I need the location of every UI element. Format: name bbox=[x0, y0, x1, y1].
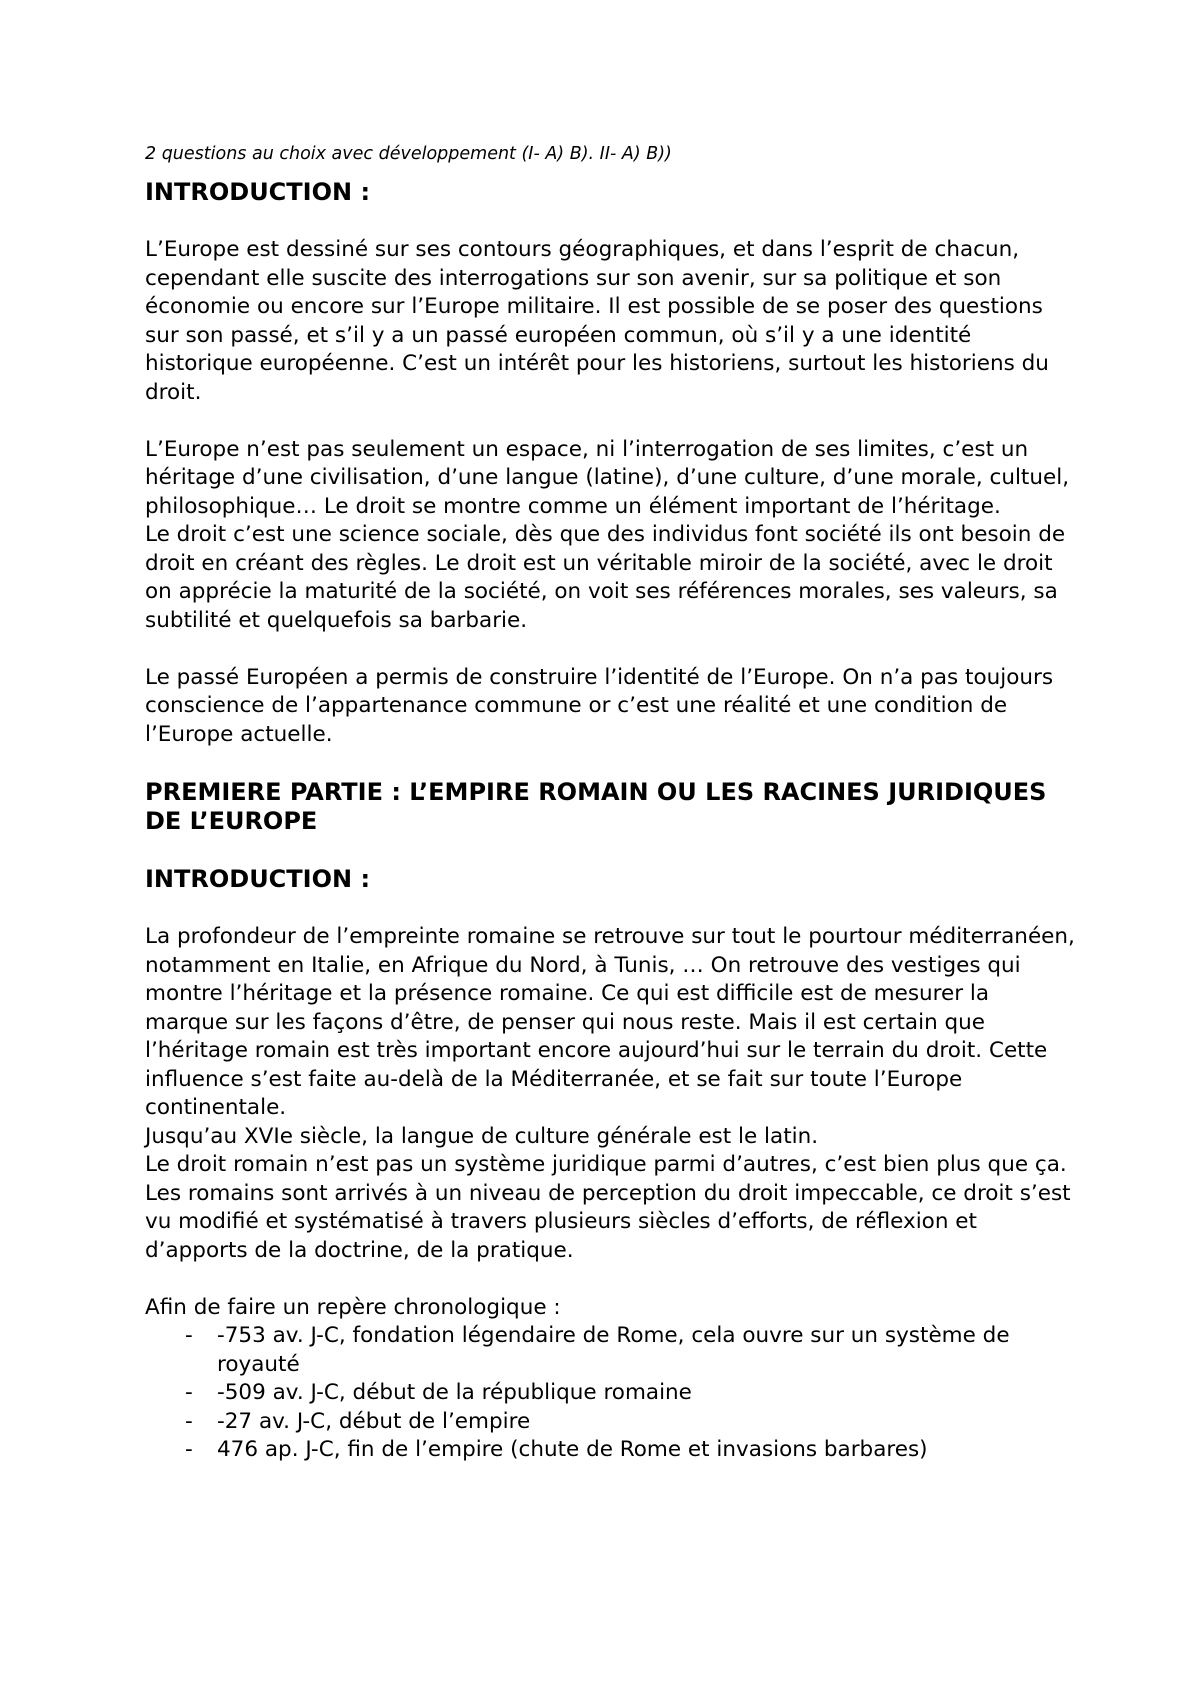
part-one-paragraph-3: Le droit romain n’est pas un système juridique parmi d’autres, c’est bien plus que ça. Les romains sont arrivés à un niveau de perception du droit impeccable, ce droit s’est vu modifié et systématisé à travers plusieurs siècles d’efforts, de réflexion et d’apports de la doctrine, de la pratique. bbox=[145, 1152, 1071, 1263]
part-one-paragraph-1: La profondeur de l’empreinte romaine se retrouve sur tout le pourtour méditerranéen, notamment en Italie, en Afrique du Nord, à Tunis, … On retrouve des vestiges qui montre l’héritage et la présence romaine. Ce qui est difficile est de mesurer la marque sur les façons d’être, de penser qui nous reste. Mais il est certain que l’héritage romain est très important encore aujourd’hui sur le terrain du droit. Cette influence s’est faite au-delà de la Méditerranée, et se fait sur toute l’Europe continentale. bbox=[145, 924, 1075, 1120]
list-item-text: -27 av. J-C, début de l’empire bbox=[217, 1408, 531, 1434]
list-item-text: -509 av. J-C, début de la république romaine bbox=[217, 1380, 692, 1405]
chrono-intro: Afin de faire un repère chronologique : bbox=[145, 1294, 561, 1320]
list-item bbox=[145, 1322, 1075, 1379]
paragraph-spacer bbox=[145, 635, 1075, 664]
list-item-text: -753 av. J-C, fondation légendaire de Rome, cela ouvre sur un système de royauté bbox=[217, 1323, 1010, 1377]
exam-note: 2 questions au choix avec développement (I- A) B). II- A) B)) bbox=[145, 144, 672, 164]
intro-paragraph-1: L’Europe est dessiné sur ses contours géographiques, et dans l’esprit de chacun, cependant elle suscite des interrogations sur son avenir, sur sa politique et son économie ou encore sur l’Europe militaire. Il est possible de se poser des questions sur son passé, et s’il y a un passé européen commun, où s’il y a une identité historique européenne. C’est un intérêt pour les historiens, surtout les historiens du droit. bbox=[145, 237, 1049, 405]
intro-paragraph-4: Le passé Européen a permis de construire l’identité de l’Europe. On n’a pas toujours conscience de l’appartenance commune or c’est une réalité et une condition de l’Europe actuelle. bbox=[145, 664, 1054, 747]
list-item bbox=[145, 1379, 1075, 1408]
intro-paragraph-2: L’Europe n’est pas seulement un espace, ni l’interrogation de ses limites, c’est un héritage d’une civilisation, d’une langue (latine), d’une culture, d’une morale, cultuel, philosophique… Le droit se montre comme un élément important de l’héritage. bbox=[145, 436, 1070, 519]
part-one-heading: PREMIERE PARTIE : L’EMPIRE ROMAIN OU LES RACINES JURIDIQUES DE L’EUROPE bbox=[145, 778, 1047, 835]
paragraph-spacer bbox=[145, 1265, 1075, 1294]
paragraph-spacer bbox=[145, 407, 1075, 436]
bullet-dash: - bbox=[185, 1380, 193, 1405]
part-one-intro-heading: INTRODUCTION : bbox=[145, 865, 371, 893]
intro-heading: INTRODUCTION : bbox=[145, 178, 371, 206]
bullet-dash: - bbox=[185, 1323, 193, 1348]
bullet-dash: - bbox=[185, 1437, 193, 1462]
part-one-paragraph-2: Jusqu’au XVIe siècle, la langue de culture générale est le latin. bbox=[145, 1123, 819, 1149]
intro-paragraph-3: Le droit c’est une science sociale, dès que des individus font société ils ont besoin de droit en créant des règles. Le droit est un véritable miroir de la société, avec le droit on apprécie la maturité de la société, on voit ses références morales, ses valeurs, sa subtilité et quelquefois sa barbarie. bbox=[145, 522, 1066, 633]
list-item bbox=[145, 1408, 1075, 1437]
list-item bbox=[145, 1436, 1075, 1465]
document-page bbox=[145, 142, 1075, 1465]
chronology-list bbox=[145, 1322, 1075, 1465]
list-item-text: 476 ap. J-C, fin de l’empire (chute de Rome et invasions barbares) bbox=[217, 1437, 928, 1462]
bullet-dash: - bbox=[185, 1408, 193, 1434]
